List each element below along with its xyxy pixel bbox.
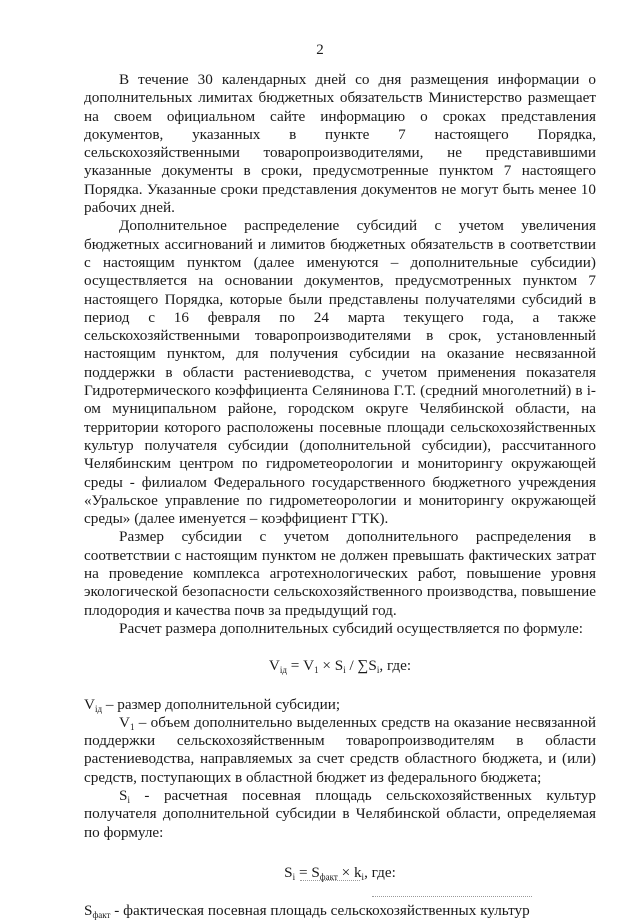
def-vid-text: – размер дополнительной субсидии; xyxy=(102,695,341,713)
formula1-eq: = xyxy=(286,657,304,675)
formula1-times: × xyxy=(318,657,335,675)
scan-noise xyxy=(372,896,532,898)
def-v1-text: – объем дополнительно выделенных средств на оказание несвязанной поддержки сельскохозяйственным товаропроизводителям в области растениеводства, направляемых за счет средств областного бюджета, и (или) средств, поступающих в областной бюджет из федерального бюджета; xyxy=(84,713,596,786)
formula2-s: S xyxy=(284,863,293,881)
formula1-div: / ∑ xyxy=(345,657,369,675)
def-v1-sub: 1 xyxy=(129,721,135,732)
formula1-v1: V xyxy=(303,657,315,675)
def-si-text: - расчетная посевная площадь сельскохозяйственных культур получателя дополнительной субсидии в Челябинской области, определяемая по формуле: xyxy=(84,786,596,841)
formula1-s2-sub: i xyxy=(376,665,380,676)
definition-vid xyxy=(84,696,596,714)
formula1-v-sub: iд xyxy=(279,665,287,676)
def-si-sub: i xyxy=(127,794,130,805)
def-vid-symbol: V xyxy=(84,695,95,713)
formula1-s-sub: i xyxy=(343,665,346,676)
paragraph-2: Дополнительное распределение субсидий с учетом увеличения бюджетных ассигнований и лимитов бюджетных обязательств в соответствии с настоящим пунктом (далее именуются – дополнительные субсидии) осуществляется на основании документов, предусмотренных пунктом 7 настоящего Порядка, которые были представлены получателями субсидий в период с 16 февраля по 24 марта текущего года, а также сельскохозяйственными товаропроизводителями в срок, установленный настоящим пунктом, для получения субсидии на оказание несвязанной поддержки в области растениеводства, с учетом применения показателя Гидротермического коэффициента Селянинова Г.Т. (средний многолетний) в i-ом муниципальном районе, городском округе Челябинской области, на территории которого расположены посевные площади сельскохозяйственных культур получателя субсидии (дополнительной субсидии), рассчитанного Челябинским центром по гидрометеорологии и мониторингу окружающей среды - филиалом Федерального государственного бюджетного учреждения «Уральское управление по гидрометеорологии и мониторингу окружающей среды» (далее именуется – коэффициент ГТК). xyxy=(84,217,596,528)
definition-v1 xyxy=(84,714,596,787)
formula2-k-sub: i xyxy=(361,871,365,882)
paragraph-3: Размер субсидии с учетом дополнительного распределения в соответствии с настоящим пунктом не должен превышать фактических затрат на проведение комплекса агротехнологических работ, повышение уровня экологической безопасности сельскохозяйственного производства, повышение плодородия и качества почв за предыдущий год. xyxy=(84,528,596,619)
def-sfact-symbol: S xyxy=(84,902,93,920)
def-vid-sub: iд xyxy=(94,703,103,714)
formula1-s2: S xyxy=(368,657,377,675)
formula2-times: × xyxy=(337,863,354,881)
formula1-v: V xyxy=(268,657,280,675)
page-number: 2 xyxy=(316,42,324,58)
paragraph-1: В течение 30 календарных дней со дня размещения информации о дополнительных лимитах бюджетных обязательств Министерство размещает на своем официальном сайте информацию о сроках представления документов, указанных в пункте 7 настоящего Порядка, сельскохозяйственными товаропроизводителями, не представившими указанные документы в сроки, предусмотренные пунктом 7 настоящего Порядка. Указанные сроки представления документов не могут быть менее 10 рабочих дней. xyxy=(84,71,596,217)
def-sfact-sub: факт xyxy=(92,910,111,920)
paragraph-4: Расчет размера дополнительных субсидий осуществляется по формуле: xyxy=(119,619,583,637)
formula2-sf: S xyxy=(311,863,320,881)
scan-noise xyxy=(300,880,360,882)
definition-si xyxy=(84,787,596,842)
formula2-k: k xyxy=(353,863,362,881)
formula-subsidy xyxy=(84,657,596,675)
formula2-eq: = xyxy=(295,863,312,881)
formula1-tail: , где: xyxy=(379,657,412,675)
def-v1-symbol: V xyxy=(119,713,130,731)
def-sfact-text: - фактическая посевная площадь сельскохозяйственных культур xyxy=(110,902,530,920)
document-body xyxy=(84,71,596,920)
formula1-s: S xyxy=(334,657,344,675)
formula1-v1-sub: 1 xyxy=(314,665,319,676)
def-si-symbol: S xyxy=(119,786,128,804)
formula2-s-sub: i xyxy=(292,871,296,882)
formula2-tail: , где: xyxy=(364,863,396,881)
formula2-sf-sub: факт xyxy=(319,871,338,882)
